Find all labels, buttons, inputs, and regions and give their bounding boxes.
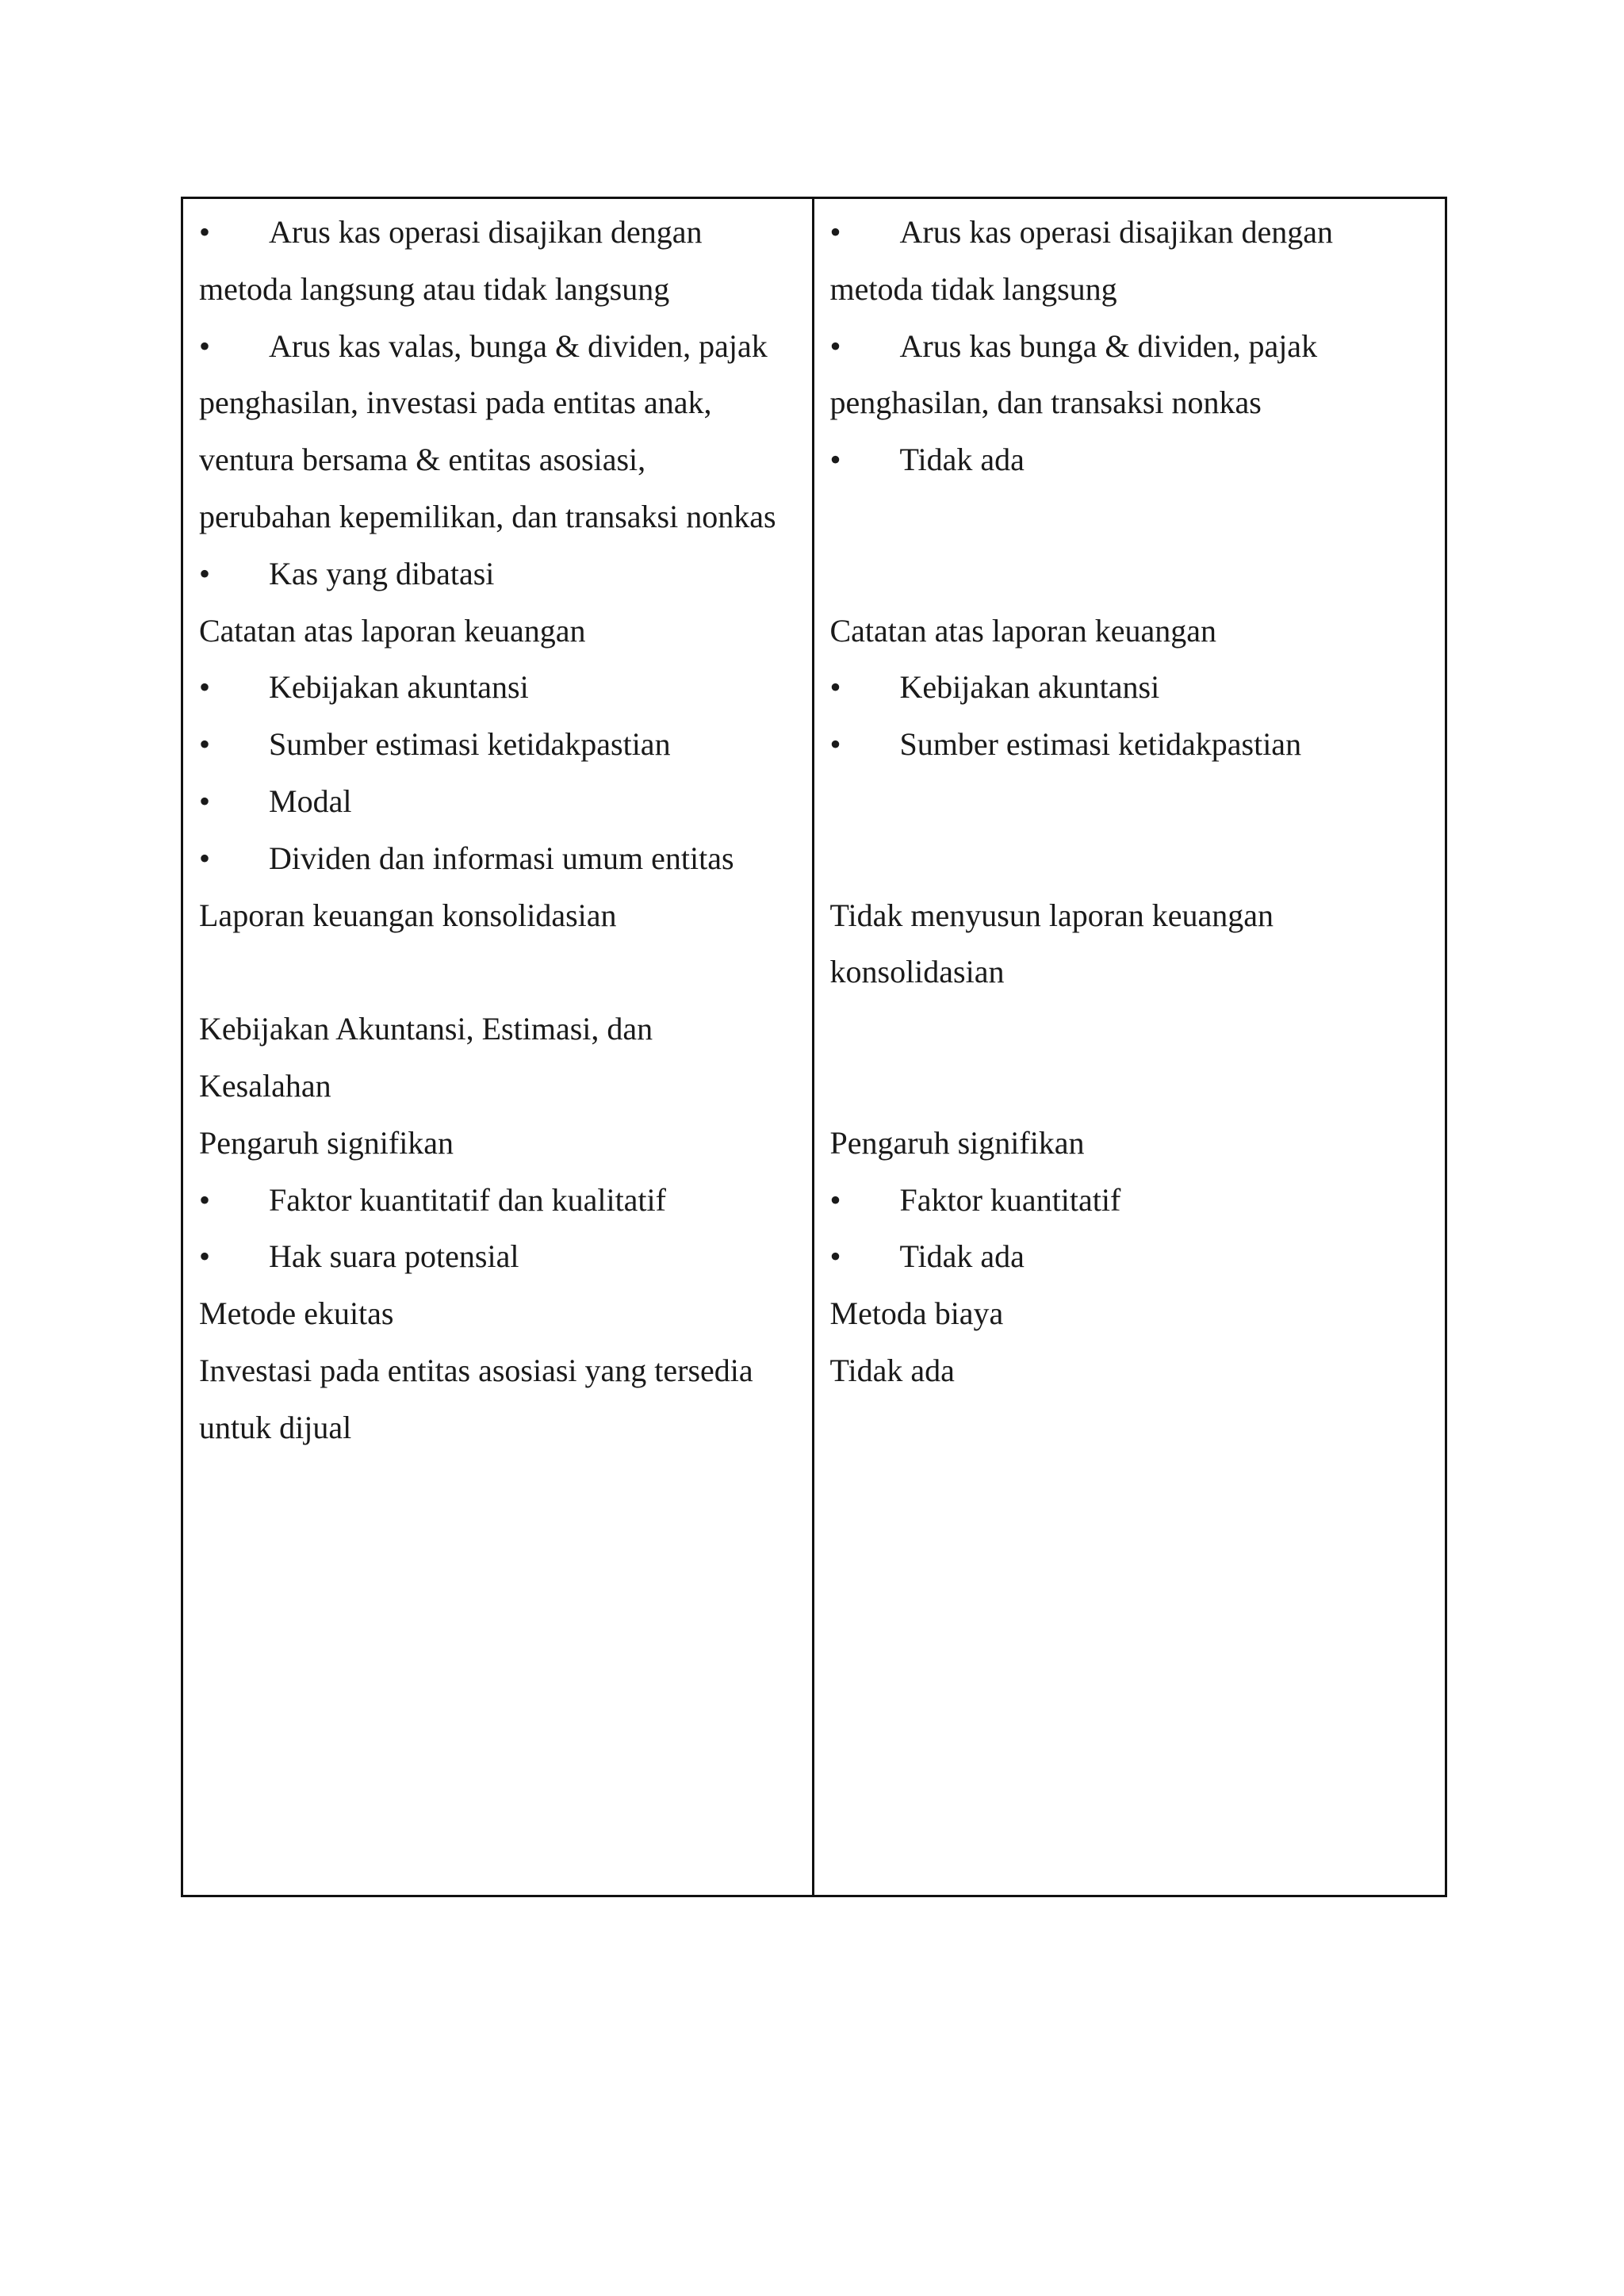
right-text-line — [830, 943, 1439, 1001]
bullet-icon: • — [829, 669, 841, 706]
left-bullet-item — [199, 659, 806, 716]
table-column-left — [183, 199, 814, 1895]
left-text-line — [199, 1058, 806, 1115]
comparison-table — [181, 197, 1447, 1897]
right-bullet-item — [830, 431, 1439, 488]
bullet-icon: • — [199, 726, 211, 763]
bullet-icon: • — [829, 1181, 841, 1218]
left-line-text: Dividen dan informasi umum entitas — [269, 840, 734, 876]
right-line-text: Faktor kuantitatif — [899, 1181, 1121, 1218]
right-bullet-item — [830, 204, 1439, 261]
left-text-line — [199, 1001, 806, 1058]
left-text-line — [199, 488, 806, 545]
right-line-text: Catatan atas laporan keuangan — [829, 612, 1217, 649]
right-text-line — [830, 887, 1439, 944]
right-line-text: Arus kas operasi disajikan dengan — [899, 214, 1334, 250]
right-line-text: Sumber estimasi ketidakpastian — [899, 726, 1302, 763]
left-line-text: Kebijakan akuntansi — [269, 669, 529, 706]
left-line-text: Kas yang dibatasi — [269, 555, 495, 591]
left-line-text: untuk dijual — [199, 1409, 352, 1445]
bullet-icon: • — [199, 783, 211, 819]
right-line-text: konsolidasian — [829, 954, 1005, 990]
left-line-text: ventura bersama & entitas asosiasi, — [199, 442, 646, 478]
left-text-line — [199, 431, 806, 488]
right-bullet-item — [830, 318, 1439, 375]
bullet-icon: • — [199, 327, 211, 364]
left-bullet-item — [199, 716, 806, 773]
bullet-icon: • — [199, 669, 211, 706]
left-text-line — [199, 374, 806, 431]
left-line-text: Sumber estimasi ketidakpastian — [269, 726, 671, 763]
right-line-text: Tidak menyusun laporan keuangan — [829, 897, 1274, 933]
left-text-line — [199, 1342, 806, 1399]
left-bullet-item — [199, 545, 806, 603]
left-line-text: Kesalahan — [199, 1068, 331, 1104]
left-bullet-item — [199, 1228, 806, 1285]
right-text-line — [830, 603, 1439, 660]
right-text-line — [830, 261, 1439, 318]
left-text-line — [199, 261, 806, 318]
left-line-text: Hak suara potensial — [269, 1238, 519, 1275]
left-line-text: Metode ekuitas — [199, 1295, 394, 1332]
bullet-icon: • — [199, 1181, 211, 1218]
right-line-text: Metoda biaya — [829, 1295, 1004, 1332]
right-bullet-item — [830, 1228, 1439, 1285]
left-bullet-item — [199, 830, 806, 887]
bullet-icon: • — [199, 555, 211, 591]
bullet-icon: • — [199, 1238, 211, 1275]
right-line-text: Arus kas bunga & dividen, pajak — [899, 327, 1318, 364]
right-bullet-item — [830, 1172, 1439, 1229]
right-text-line — [830, 1342, 1439, 1399]
right-text-line — [830, 1285, 1439, 1342]
left-line-text: metoda langsung atau tidak langsung — [199, 270, 670, 307]
right-line-text: Tidak ada — [829, 1353, 955, 1388]
left-line-text: penghasilan, investasi pada entitas anak, — [199, 385, 712, 421]
left-text-line — [199, 887, 806, 944]
bullet-icon: • — [829, 327, 841, 364]
right-text-line — [830, 374, 1439, 431]
right-line-text: Tidak ada — [899, 442, 1025, 478]
left-line-text: perubahan kepemilikan, dan transaksi nonkas — [199, 499, 776, 534]
bullet-icon: • — [829, 1238, 841, 1275]
right-line-text: metoda tidak langsung — [829, 270, 1117, 307]
left-line-text: Kebijakan Akuntansi, Estimasi, dan — [199, 1011, 653, 1047]
left-line-text: Investasi pada entitas asosiasi yang tersedia — [199, 1353, 753, 1388]
left-line-text: Arus kas valas, bunga & dividen, pajak — [269, 327, 768, 364]
left-bullet-item — [199, 204, 806, 261]
right-line-text: Tidak ada — [899, 1238, 1025, 1275]
left-line-text: Modal — [269, 783, 352, 819]
left-text-line — [199, 1285, 806, 1342]
left-text-line — [199, 1115, 806, 1172]
right-bullet-item — [830, 716, 1439, 773]
left-line-text: Laporan keuangan konsolidasian — [199, 897, 617, 933]
left-line-text: Faktor kuantitatif dan kualitatif — [269, 1181, 666, 1218]
right-bullet-item — [830, 659, 1439, 716]
bullet-icon: • — [829, 442, 841, 478]
left-line-text: Pengaruh signifikan — [199, 1124, 454, 1161]
right-text-line — [830, 1115, 1439, 1172]
bullet-icon: • — [199, 214, 211, 250]
bullet-icon: • — [829, 726, 841, 763]
right-line-text: Kebijakan akuntansi — [899, 669, 1160, 706]
bullet-icon: • — [199, 840, 211, 876]
left-line-text: Catatan atas laporan keuangan — [199, 612, 586, 649]
table-column-right — [814, 199, 1446, 1895]
right-line-text: Pengaruh signifikan — [829, 1124, 1085, 1161]
left-bullet-item — [199, 318, 806, 375]
bullet-icon: • — [829, 214, 841, 250]
left-line-text: Arus kas operasi disajikan dengan — [269, 214, 703, 250]
right-line-text: penghasilan, dan transaksi nonkas — [829, 385, 1262, 421]
left-bullet-item — [199, 773, 806, 830]
left-bullet-item — [199, 1172, 806, 1229]
left-text-line — [199, 603, 806, 660]
left-text-line — [199, 1399, 806, 1456]
